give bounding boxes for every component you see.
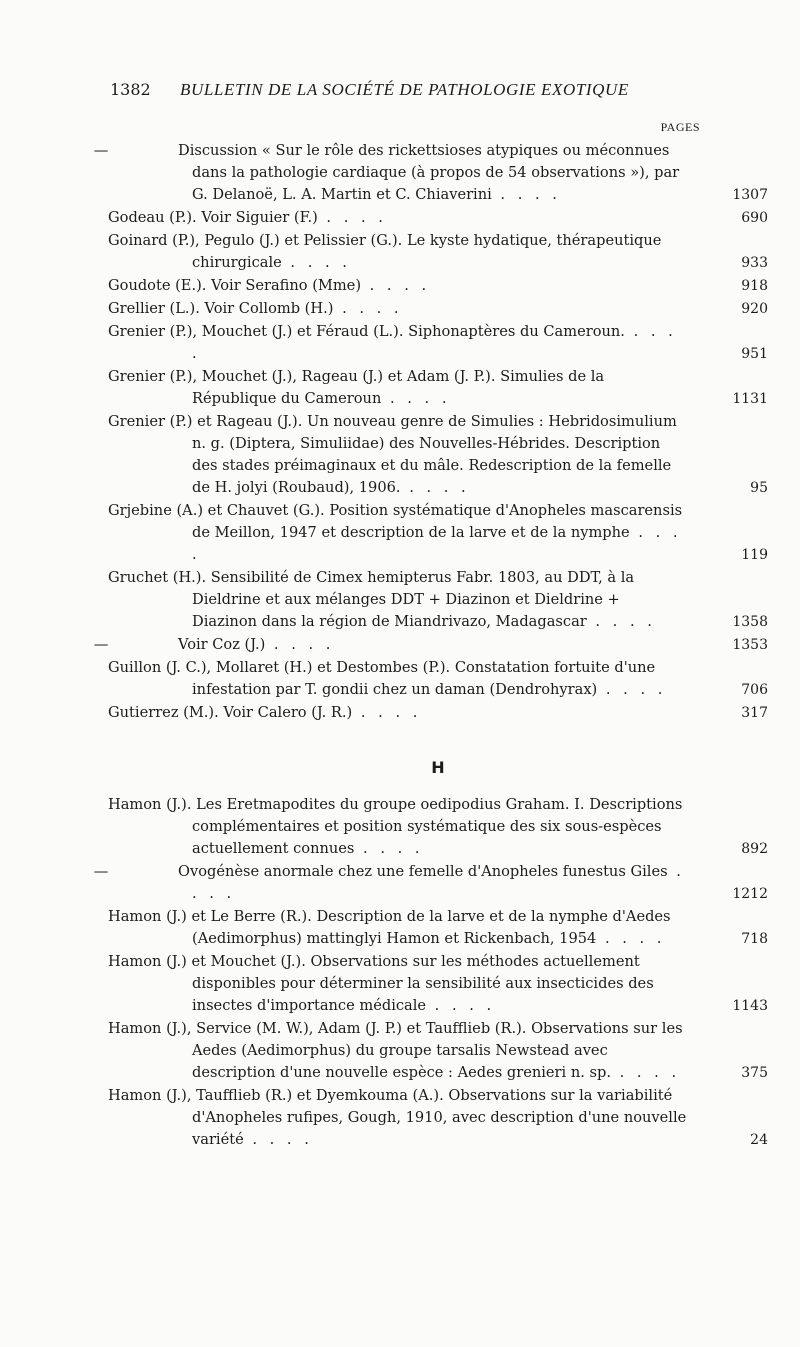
entry-page: 706	[741, 682, 768, 698]
entry-citation: Godeau (P.). Voir Siguier (F.)	[108, 209, 318, 226]
index-entry	[108, 298, 768, 320]
entry-citation: Hamon (J.), Taufflieb (R.) et Dyemkouma (A.). Observations sur la variabilité d'Anopheles rufipes, Gough, 1910, avec description d'une nouvelle variété	[108, 1087, 687, 1148]
entry-citation: Gruchet (H.). Sensibilité de Cimex hemipterus Fabr. 1803, au DDT, à la Dieldrine et aux mélanges DDT + Diazinon et Dieldrine + Diazinon dans la région de Miandrivazo, Madagascar	[108, 569, 635, 630]
entry-text	[108, 230, 768, 274]
leader-dots: . . . .	[192, 323, 677, 362]
entry-text	[108, 500, 768, 566]
entry-text	[93, 634, 768, 656]
repeat-dash: —	[93, 142, 109, 159]
leader-dots: . . . .	[317, 209, 387, 226]
index-entries-g	[93, 140, 768, 725]
repeat-dash: —	[93, 636, 109, 653]
index-entry	[108, 951, 768, 1017]
entry-text	[108, 794, 768, 860]
entry-citation: Grellier (L.). Voir Collomb (H.)	[108, 300, 334, 317]
entry-page: 892	[741, 841, 768, 857]
leader-dots: . . . .	[586, 613, 656, 630]
running-header	[110, 80, 700, 104]
entry-text	[108, 366, 768, 410]
index-entry	[93, 140, 768, 206]
index-entry	[93, 634, 768, 656]
entry-text	[108, 702, 768, 724]
leader-dots: . . . .	[354, 840, 424, 857]
entry-citation: Grjebine (A.) et Chauvet (G.). Position systématique d'Anopheles mascarensis de Meillon, 1947 et description de la larve et de la nymphe	[108, 502, 683, 541]
entry-page: 933	[741, 255, 768, 271]
leader-dots: . . . .	[192, 524, 682, 563]
entry-citation: Goudote (E.). Voir Serafino (Mme)	[108, 277, 362, 294]
index-entry	[108, 567, 768, 633]
entry-page: 119	[741, 547, 768, 563]
entry-text	[108, 1018, 768, 1084]
leader-dots: . . . .	[400, 479, 470, 496]
entry-citation: Grenier (P.) et Rageau (J.). Un nouveau genre de Simulies : Hebridosimulium n. g. (Diptera, Simuliidae) des Nouvelles-Hébrides. Description des stades préimaginaux et du mâle. Redescription de la femelle de H. jolyi (Roubaud), 1906.	[108, 413, 677, 496]
index-entry	[108, 1085, 768, 1151]
entry-page: 690	[741, 210, 768, 226]
leader-dots: . . . .	[426, 997, 496, 1014]
entry-page: 918	[741, 278, 768, 294]
index-entry	[93, 861, 768, 905]
index-entry	[108, 366, 768, 410]
entry-citation: Grenier (P.), Mouchet (J.) et Féraud (L.). Siphonaptères du Cameroun.	[108, 323, 625, 340]
entry-page: 375	[741, 1065, 768, 1081]
index-entry	[108, 321, 768, 365]
entry-text	[108, 275, 768, 297]
leader-dots: . . . .	[192, 863, 685, 902]
entry-text	[108, 321, 768, 365]
index-entry	[108, 906, 768, 950]
leader-dots: . . . .	[352, 704, 422, 721]
entry-text	[93, 140, 768, 206]
leader-dots: . . . .	[265, 636, 335, 653]
section-letter-h: H	[431, 758, 445, 777]
index-entry	[108, 702, 768, 724]
entry-citation: Hamon (J.). Les Eretmapodites du groupe oedipodius Graham. I. Descriptions complémentaires et position systématique des six sous-espèces actuellement connues	[108, 796, 683, 857]
leader-dots: . . . .	[610, 1064, 681, 1081]
entry-citation: Hamon (J.) et Le Berre (R.). Description de la larve et de la nymphe d'Aedes (Aedimorphus) mattinglyi Hamon et Rickenbach, 1954	[108, 908, 671, 947]
entry-citation: Voir Coz (J.)	[178, 636, 266, 653]
entry-citation: Gutierrez (M.). Voir Calero (J. R.)	[108, 704, 353, 721]
index-entry	[108, 657, 768, 701]
leader-dots: . . . .	[597, 681, 667, 698]
entry-page: 1212	[732, 886, 768, 902]
entry-text	[108, 567, 768, 633]
index-entry	[108, 500, 768, 566]
leader-dots: . . . .	[491, 186, 561, 203]
entry-text	[108, 298, 768, 320]
entry-page: 95	[750, 480, 768, 496]
leader-dots: . . . .	[333, 300, 403, 317]
index-entries-h	[93, 794, 768, 1152]
entry-text	[108, 906, 768, 950]
entry-text	[108, 207, 768, 229]
index-entry	[108, 230, 768, 274]
entry-citation: Hamon (J.), Service (M. W.), Adam (J. P.) et Taufflieb (R.). Observations sur les Aedes (Aedimorphus) du groupe tarsalis Newstead avec description d'une nouvelle espèce : Aedes grenieri n. sp.	[108, 1020, 683, 1081]
entry-text	[108, 411, 768, 499]
entry-page: 718	[741, 931, 768, 947]
entry-page: 951	[741, 346, 768, 362]
journal-title: BULLETIN DE LA SOCIÉTÉ DE PATHOLOGIE EXOTIQUE	[180, 80, 629, 99]
index-entry	[108, 207, 768, 229]
repeat-dash: —	[93, 863, 109, 880]
leader-dots: . . . .	[281, 254, 351, 271]
entry-citation: Guillon (J. C.), Mollaret (H.) et Destombes (P.). Constatation fortuite d'une infestation par T. gondii chez un daman (Dendrohyrax)	[108, 659, 656, 698]
entry-citation: Discussion « Sur le rôle des rickettsioses atypiques ou méconnues dans la pathologie cardiaque (à propos de 54 observations »), par G. Delanoë, L. A. Martin et C. Chiaverini	[178, 142, 680, 203]
entry-page: 1143	[732, 998, 768, 1014]
pages-column-label: PAGES	[660, 120, 700, 134]
entry-page: 24	[750, 1132, 768, 1148]
entry-text	[108, 1085, 768, 1151]
index-entry	[108, 275, 768, 297]
index-entry	[108, 794, 768, 860]
leader-dots: . . . .	[381, 390, 451, 407]
entry-citation: Hamon (J.) et Mouchet (J.). Observations sur les méthodes actuellement disponibles pour déterminer la sensibilité aux insecticides des insectes d'importance médicale	[108, 953, 654, 1014]
entry-page: 1353	[732, 637, 768, 653]
index-entry	[108, 1018, 768, 1084]
leader-dots: . . . .	[243, 1131, 313, 1148]
page-number: 1382	[110, 80, 151, 99]
index-entry	[108, 411, 768, 499]
entry-page: 317	[741, 705, 768, 721]
entry-page: 1358	[732, 614, 768, 630]
entry-citation: Goinard (P.), Pegulo (J.) et Pelissier (G.). Le kyste hydatique, thérapeutique chirurgicale	[108, 232, 662, 271]
leader-dots: . . . .	[361, 277, 431, 294]
entry-page: 1307	[732, 187, 768, 203]
entry-text	[108, 657, 768, 701]
entry-page: 920	[741, 301, 768, 317]
entry-citation: Grenier (P.), Mouchet (J.), Rageau (J.) et Adam (J. P.). Simulies de la République du Cameroun	[108, 368, 605, 407]
entry-text	[93, 861, 768, 905]
entry-citation: Ovogénèse anormale chez une femelle d'Anopheles funestus Giles	[178, 863, 668, 880]
entry-page: 1131	[732, 391, 768, 407]
leader-dots: . . . .	[596, 930, 666, 947]
entry-text	[108, 951, 768, 1017]
